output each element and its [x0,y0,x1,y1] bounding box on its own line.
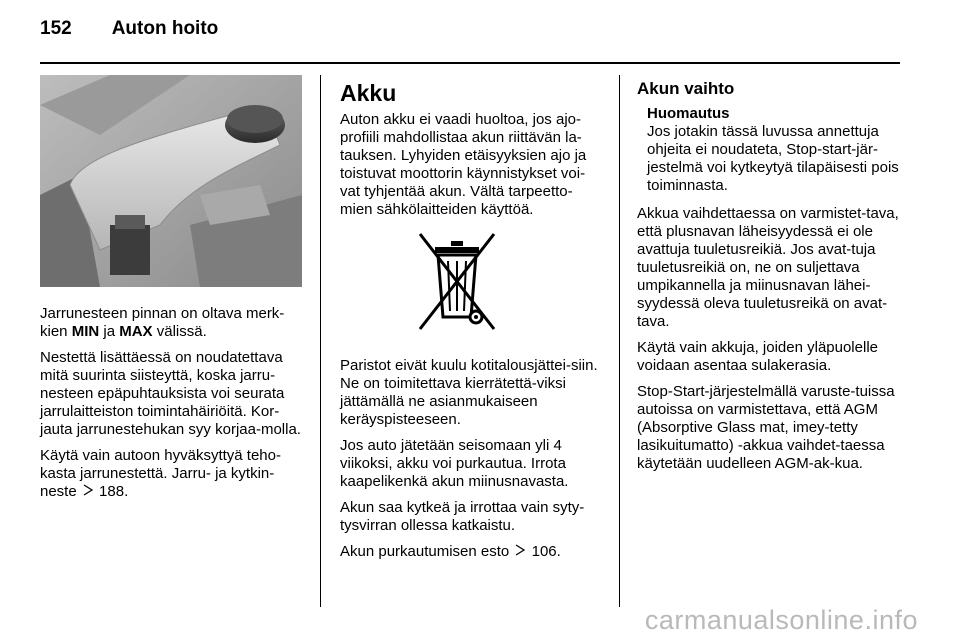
header-rule [40,62,900,64]
section-heading-akun-vaihto: Akun vaihto [637,79,735,98]
note-title: Huomautus [647,105,730,122]
brake-fluid-cleanliness-text: Nestettä lisättäessä on noudatettava mitä suurinta siisteyttä, koska jarru-nesteen epäpuhtauksista voi seurata jarrulaitteiston toimintahäiriöitä. Kor-jauta jarrunestehukan syy korjaa-molla. [40,349,301,438]
column-battery [340,75,605,569]
column-brake-fluid [40,75,302,509]
page-reference-arrow-icon [81,483,95,501]
brake-fluid-approved-text: Käytä vain autoon hyväksyttyä teho-kasta jarrunestettä. Jarru- ja kytkin-neste 188. [40,447,281,500]
note-text: Jos jotakin tässä luvussa annettuja ohjeita ei noudateta, Stop-start-jär-jestelmä voi kytkeytyä tilapäisesti pois toiminnasta. [647,123,899,194]
page-number: 152 [40,18,72,39]
battery-maintenance-text: Auton akku ei vaadi huoltoa, jos ajo-profiili mahdollistaa akun riittävän la-tauksen. Lyhyiden etäisyyksien ajo ja toistuvat moottorin käynnistykset voi-vat tyhjentää akun. Vältä tarpeetto-mien sähkölaitteiden käyttöä. [340,111,587,218]
crossed-out-wheelie-bin-icon [417,231,497,335]
battery-vent-text: Akkua vaihdettaessa on varmistet-tava, että plusnavan läheisyydessä ei ole avattuja tuuletusreikiä. Jos avat-tuja tuuletusreikiä on, ne on suljettava umpikannella ja miinusnavan lähei-syydessä oleva tuuletusreikä on avat-tava. [637,205,899,330]
brake-fluid-level-text: Jarrunesteen pinnan on oltava merk-kien MIN ja MAX välissä. [40,305,285,340]
section-heading-akku: Akku [340,80,397,106]
battery-connect-text: Akun saa kytkeä ja irrottaa vain syty-tysvirran ollessa katkaistu. [340,499,585,534]
column-divider [320,75,321,607]
page-reference-arrow-icon [513,543,527,561]
fuse-box-text: Käytä vain akkuja, joiden yläpuolelle voidaan asentaa sulakerasia. [637,339,878,374]
brake-fluid-reservoir-photo [40,75,302,287]
agm-battery-text: Stop-Start-järjestelmällä varuste-tuissa autoissa on varmistettava, että AGM (Absorptive Glass mat, imey-tetty lasikuitumatto) -akkua vaihdet-taessa käytetään uudelleen AGM-ak-kua. [637,383,895,472]
column-battery-replacement [637,75,903,481]
battery-disposal-text: Paristot eivät kuulu kotitalousjättei-siin. Ne on toimitettava kierrätettä-viksi jättämällä ne asianmukaiseen keräyspisteeseen. [340,357,598,428]
page-reference-link[interactable]: 106. [531,543,561,560]
battery-discharge-prevention-text: Akun purkautumisen esto 106. [340,543,561,560]
page-title: Auton hoito [111,18,219,39]
page-header [40,18,218,48]
watermark: carmanualsonline.info [644,605,918,635]
page-reference-link[interactable]: 188. [99,483,129,500]
note-box [647,105,903,195]
battery-discharge-text: Jos auto jätetään seisomaan yli 4 viikoksi, akku voi purkautua. Irrota kaapelikenkä akun miinusnavasta. [340,437,569,490]
column-divider [619,75,620,607]
